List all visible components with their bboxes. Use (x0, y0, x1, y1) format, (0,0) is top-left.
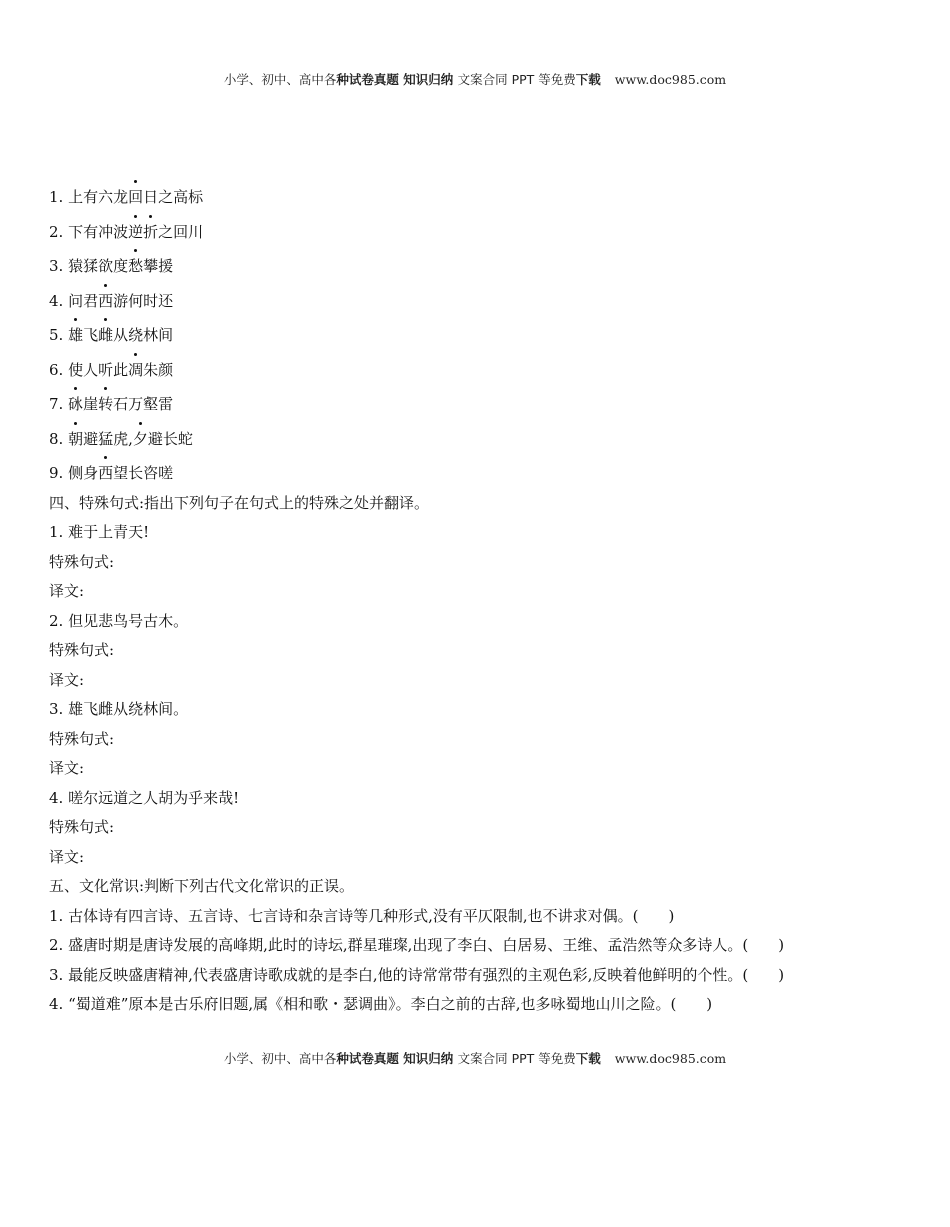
vocab-text: 2. 下有冲波 (49, 222, 129, 241)
text-line: 特殊句式: (49, 729, 115, 748)
vocab-text: 之回川 (158, 222, 204, 241)
vocab-item (49, 385, 909, 420)
text-line: 五、文化常识:判断下列古代文化常识的正误。 (49, 877, 355, 895)
emphasis-char: 西 (98, 464, 114, 482)
vocab-item (49, 316, 909, 351)
emphasis-char: 折 (143, 222, 159, 241)
vocab-item (49, 454, 909, 489)
banner-text-5: 下载 (575, 72, 601, 87)
vocab-text: 避长蛇 (147, 429, 193, 448)
vocab-item (49, 282, 909, 317)
vocab-text: 飞 (83, 326, 99, 344)
text-line: 译文: (49, 847, 85, 866)
text-line: 译文: (49, 670, 85, 689)
vocab-text: 3. 猿猱欲度 (49, 257, 129, 275)
text-line: 特殊句式: (49, 818, 115, 836)
emphasis-char: 转 (98, 395, 114, 413)
emphasis-char: 砯 (68, 395, 84, 413)
vocab-text: 9. 侧身 (49, 464, 99, 482)
vocab-text: 7. (49, 395, 69, 413)
text-line: 3. 最能反映盛唐精神,代表盛唐诗歌成就的是李白,他的诗常常带有强烈的主观色彩,反映着他鲜明的个性。( ) (49, 965, 785, 984)
text-line: 特殊句式: (49, 552, 115, 571)
vocab-item (49, 213, 909, 248)
text-line: 1. 难于上青天! (49, 523, 150, 541)
text-line: 4. “蜀道难”原本是古乐府旧题,属《相和歌・瑟调曲》。李白之前的古辞,也多咏蜀地山川之险。( ) (49, 995, 713, 1013)
text-line: 译文: (49, 582, 85, 600)
emphasis-char: 回 (128, 188, 144, 206)
vocab-item (49, 351, 909, 386)
emphasis-char: 愁 (128, 257, 144, 275)
text-line: 2. 盛唐时期是唐诗发展的高峰期,此时的诗坛,群星璀璨,出现了李白、白居易、王维、孟浩然等众多诗人。( ) (49, 936, 785, 954)
vocab-item (49, 247, 909, 282)
vocab-text: 6. 使人听此 (49, 360, 129, 379)
text-line: 2. 但见悲鸟号古木。 (49, 611, 189, 630)
emphasis-char: 雄 (68, 326, 84, 344)
banner-text-4: 文案合同 PPT 等免费 (457, 1051, 576, 1066)
vocab-text: 从绕林间 (113, 326, 174, 344)
vocab-list (49, 178, 909, 489)
emphasis-char: 夕 (132, 429, 148, 448)
vocab-text: 朱颜 (143, 360, 174, 379)
header-banner (0, 70, 950, 88)
banner-text-3: 知识归纳 (398, 72, 458, 87)
vocab-text: 4. 问君 (49, 291, 99, 310)
banner-text-3: 知识归纳 (398, 1051, 458, 1066)
document-body (49, 178, 909, 1020)
banner-url-link[interactable]: www.doc985.com (614, 72, 727, 87)
banner-text-5: 下载 (575, 1051, 601, 1066)
vocab-item (49, 178, 909, 213)
vocab-text: 望长咨嗟 (113, 464, 174, 482)
vocab-text: 日之高标 (143, 188, 204, 206)
emphasis-char: 逆 (128, 222, 144, 241)
vocab-text: 游何时还 (113, 291, 174, 310)
vocab-text: 1. 上有六龙 (49, 188, 129, 206)
banner-text-1: 小学、初中、高中各 (223, 72, 337, 87)
emphasis-char: 朝 (68, 429, 84, 448)
emphasis-char: 凋 (128, 360, 144, 379)
footer-banner (0, 1049, 950, 1067)
text-line: 1. 古体诗有四言诗、五言诗、七言诗和杂言诗等几种形式,没有平仄限制,也不讲求对偶。( ) (49, 906, 675, 925)
vocab-text: 8. (49, 429, 69, 448)
banner-text-4: 文案合同 PPT 等免费 (457, 72, 576, 87)
vocab-text: 崖 (83, 395, 99, 413)
vocab-text: 石万壑雷 (113, 395, 174, 413)
text-line: 4. 嗟尔远道之人胡为乎来哉! (49, 788, 240, 807)
text-line: 译文: (49, 759, 85, 777)
banner-text-1: 小学、初中、高中各 (223, 1051, 337, 1066)
emphasis-char: 西 (98, 291, 114, 310)
banner-url-link[interactable]: www.doc985.com (614, 1051, 727, 1066)
banner-text-2: 种试卷真题 (336, 72, 399, 87)
vocab-text: 攀援 (143, 257, 174, 275)
text-line: 特殊句式: (49, 641, 115, 659)
emphasis-char: 雌 (98, 326, 114, 344)
banner-text-2: 种试卷真题 (336, 1051, 399, 1066)
text-line: 3. 雄飞雌从绕林间。 (49, 700, 189, 718)
vocab-item (49, 420, 909, 455)
text-line: 四、特殊句式:指出下列句子在句式上的特殊之处并翻译。 (49, 493, 430, 512)
vocab-text: 5. (49, 326, 69, 344)
question-lines (49, 489, 909, 1020)
vocab-text: 避猛虎, (83, 429, 133, 448)
